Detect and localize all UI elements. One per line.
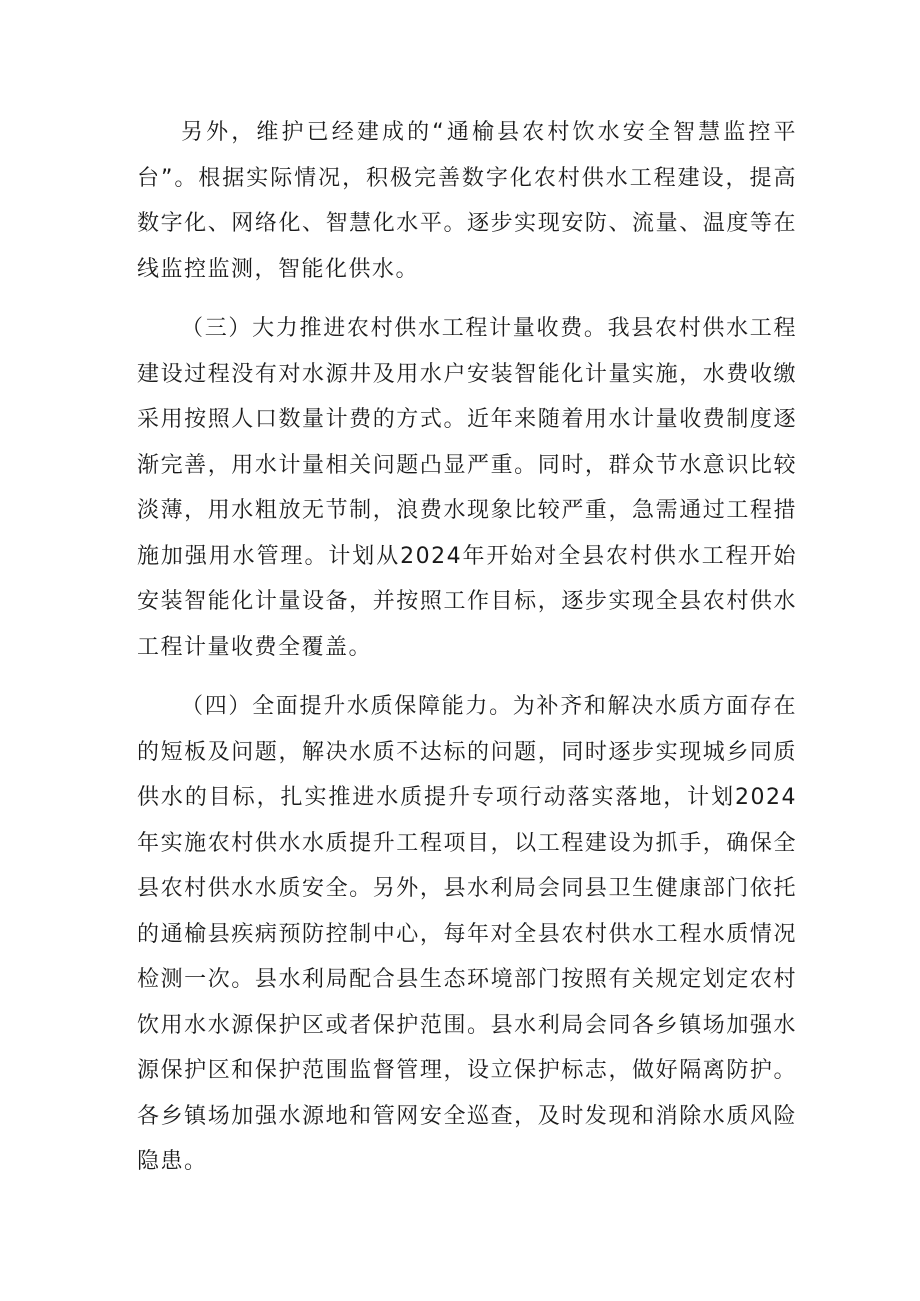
paragraph-metering-fees: （三）大力推进农村供水工程计量收费。我县农村供水工程建设过程没有对水源井及用水户安装智能化计量实施，水费收缴采用按照人口数量计费的方式。近年来随着用水计量收费制度逐渐完善，用水计量相关问题凸显严重。同时，群众节水意识比较淡薄，用水粗放无节制，浪费水现象比较严重，急需通过工程措施加强用水管理。计划从2024年开始对全县农村供水工程开始安装智能化计量设备，并按照工作目标，逐步实现全县农村供水工程计量收费全覆盖。	[137, 316, 797, 660]
paragraph-platform-maintenance: 另外，维护已经建成的“通榆县农村饮水安全智慧监控平台”。根据实际情况，积极完善数字化农村供水工程建设，提高数字化、网络化、智慧化水平。逐步实现安防、流量、温度等在线监控监测，智能化供水。	[137, 120, 797, 282]
document-body	[137, 110, 797, 1199]
paragraph-water-quality: （四）全面提升水质保障能力。为补齐和解决水质方面存在的短板及问题，解决水质不达标的问题，同时逐步实现城乡同质供水的目标，扎实推进水质提升专项行动落实落地，计划2024年实施农村供水水质提升工程项目，以工程建设为抓手，确保全县农村供水水质安全。另外，县水利局会同县卫生健康部门依托的通榆县疾病预防控制中心，每年对全县农村供水工程水质情况检测一次。县水利局配合县生态环境部门按照有关规定划定农村饮用水水源保护区或者保护范围。县水利局会同各乡镇场加强水源保护区和保护范围监督管理，设立保护标志，做好隔离防护。各乡镇场加强水源地和管网安全巡查，及时发现和消除水质风险隐患。	[137, 694, 797, 1174]
